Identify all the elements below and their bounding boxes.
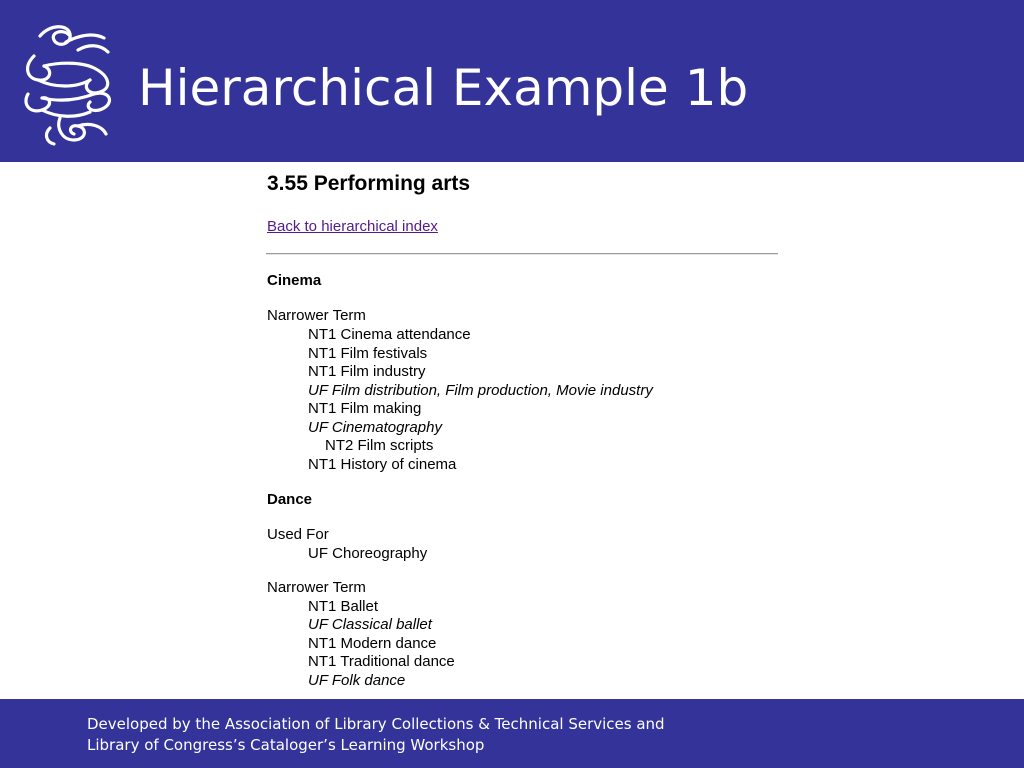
horizontal-divider [266,253,778,255]
footer-credit-line-1: Developed by the Association of Library Collections & Technical Services and [87,715,665,733]
slide-title: Hierarchical Example 1b [138,59,749,117]
list-item-used-for: UF Folk dance [308,672,406,689]
thesaurus-page-screenshot [264,162,778,699]
flourish-ornament-icon [20,22,118,148]
list-item: NT1 History of cinema [308,456,457,473]
back-to-index-link[interactable]: Back to hierarchical index [267,218,438,235]
slide-content [0,162,1024,699]
list-item: NT1 Modern dance [308,635,437,652]
list-item-used-for: UF Cinematography [308,419,442,436]
list-item: NT1 Film making [308,400,422,417]
slide-header [0,0,1024,162]
list-item: NT1 Cinema attendance [308,326,471,343]
page-heading: 3.55 Performing arts [267,172,471,195]
list-item: NT1 Ballet [308,598,379,615]
section-label-used-for: Used For [267,526,329,543]
section-label-narrower-term: Narrower Term [267,579,366,596]
entry-term-cinema: Cinema [267,272,322,289]
section-label-narrower-term: Narrower Term [267,307,366,324]
list-item-nested: NT2 Film scripts [325,437,434,454]
list-item: NT1 Film industry [308,363,426,380]
list-item-used-for: UF Film distribution, Film production, Movie industry [308,382,653,399]
slide-footer [0,699,1024,768]
list-item: UF Choreography [308,545,428,562]
entry-term-dance: Dance [267,491,313,508]
footer-credit-line-2: Library of Congress’s Cataloger’s Learning Workshop [87,736,485,754]
list-item: NT1 Traditional dance [308,653,455,670]
list-item: NT1 Film festivals [308,345,428,362]
list-item-used-for: UF Classical ballet [308,616,432,633]
